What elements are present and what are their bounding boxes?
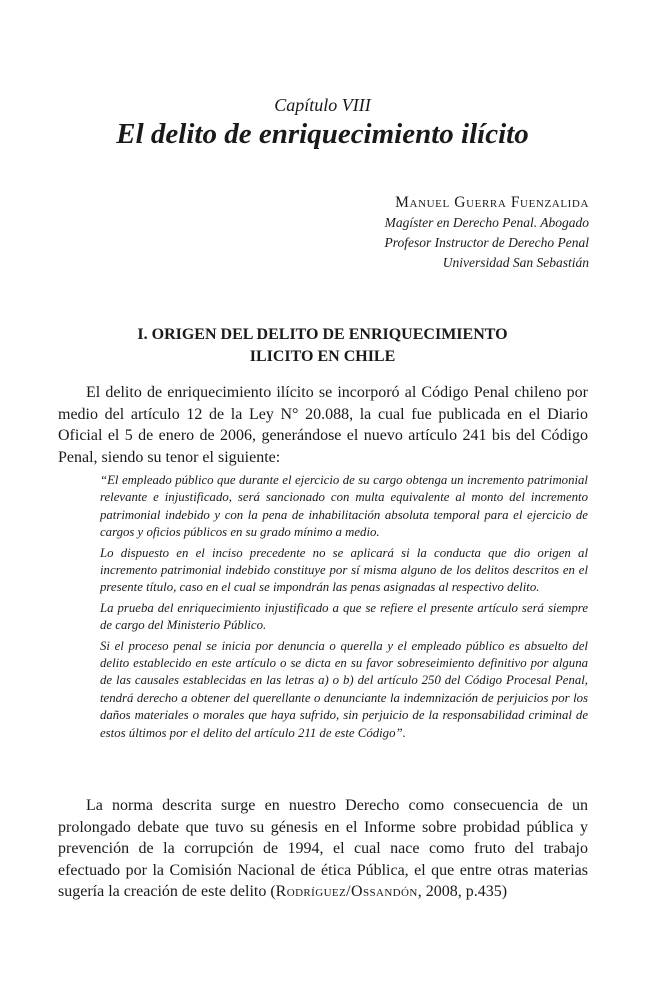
chapter-title: El delito de enriquecimiento ilícito — [116, 118, 529, 150]
body-paragraph-closing — [58, 795, 588, 903]
section-heading-line: ILICITO EN CHILE — [249, 348, 396, 365]
chapter-label: Capítulo VIII — [274, 95, 371, 115]
author-block — [385, 193, 589, 273]
author-role: Magíster en Derecho Penal. Abogado — [384, 215, 589, 230]
section-heading-line: I. ORIGEN DEL DELITO DE ENRIQUECIMIENTO — [137, 326, 508, 343]
legal-quote — [100, 472, 588, 745]
author-role: Profesor Instructor de Derecho Penal — [384, 235, 589, 250]
author-name: Manuel Guerra Fuenzalida — [395, 194, 589, 211]
citation-authors: Rodríguez/Ossandón — [275, 883, 418, 900]
closing-text: La norma descrita surge en nuestro Derecho como consecuencia de un prolongado debate que tuvo su génesis en el Informe sobre probidad pública y prevención de la corrupción de 1994, el cual nace como fruto del trabajo efectuado por la Comisión Nacional de ética Pública, el que entre otras materias sugería la creación de este delito ( — [58, 797, 588, 900]
quote-paragraph: Lo dispuesto en el inciso precedente no se aplicará si la conducta que dio origen al incremento patrimonial indebido constituye por sí misma alguno de los delitos descritos en el presente título, caso en el cual se impondrán las penas asignadas al respectivo delito. — [100, 545, 588, 595]
body-paragraph-intro: El delito de enriquecimiento ilícito se incorporó al Código Penal chileno por medio del artículo 12 de la Ley N° 20.088, la cual fue publicada en el Diario Oficial el 5 de enero de 2006, generándose el nuevo artículo 241 bis del Código Penal, siendo su tenor el siguiente: — [58, 384, 588, 466]
citation-reference: , 2008, p.435) — [417, 883, 508, 900]
author-role: Universidad San Sebastián — [442, 255, 589, 270]
quote-paragraph: “El empleado público que durante el ejercicio de su cargo obtenga un incremento patrimonial relevante e injustificado, será sancionado con multa equivalente al monto del incremento patrimonial indebido y con la pena de inhabilitación absoluta temporal para el ejercicio de cargos y oficios públicos en su grado mínimo a medio. — [100, 473, 588, 540]
section-heading — [90, 324, 555, 368]
quote-paragraph: Si el proceso penal se inicia por denuncia o querella y el empleado público es absuelto del delito establecido en este artículo o se dicta en su favor sobreseimiento definitivo por alguna de las causales establecidas en las letras a) o b) del artículo 250 del Código Procesal Penal, tendrá derecho a obtener del querellante o denunciante la indemnización de perjuicios por los daños materiales o morales que haya sufrido, sin perjuicio de la responsabilidad criminal de estos últimos por el delito del artículo 211 de este Código”. — [100, 638, 588, 740]
quote-paragraph: La prueba del enriquecimiento injustificado a que se refiere el presente artículo será siempre de cargo del Ministerio Público. — [100, 600, 588, 633]
